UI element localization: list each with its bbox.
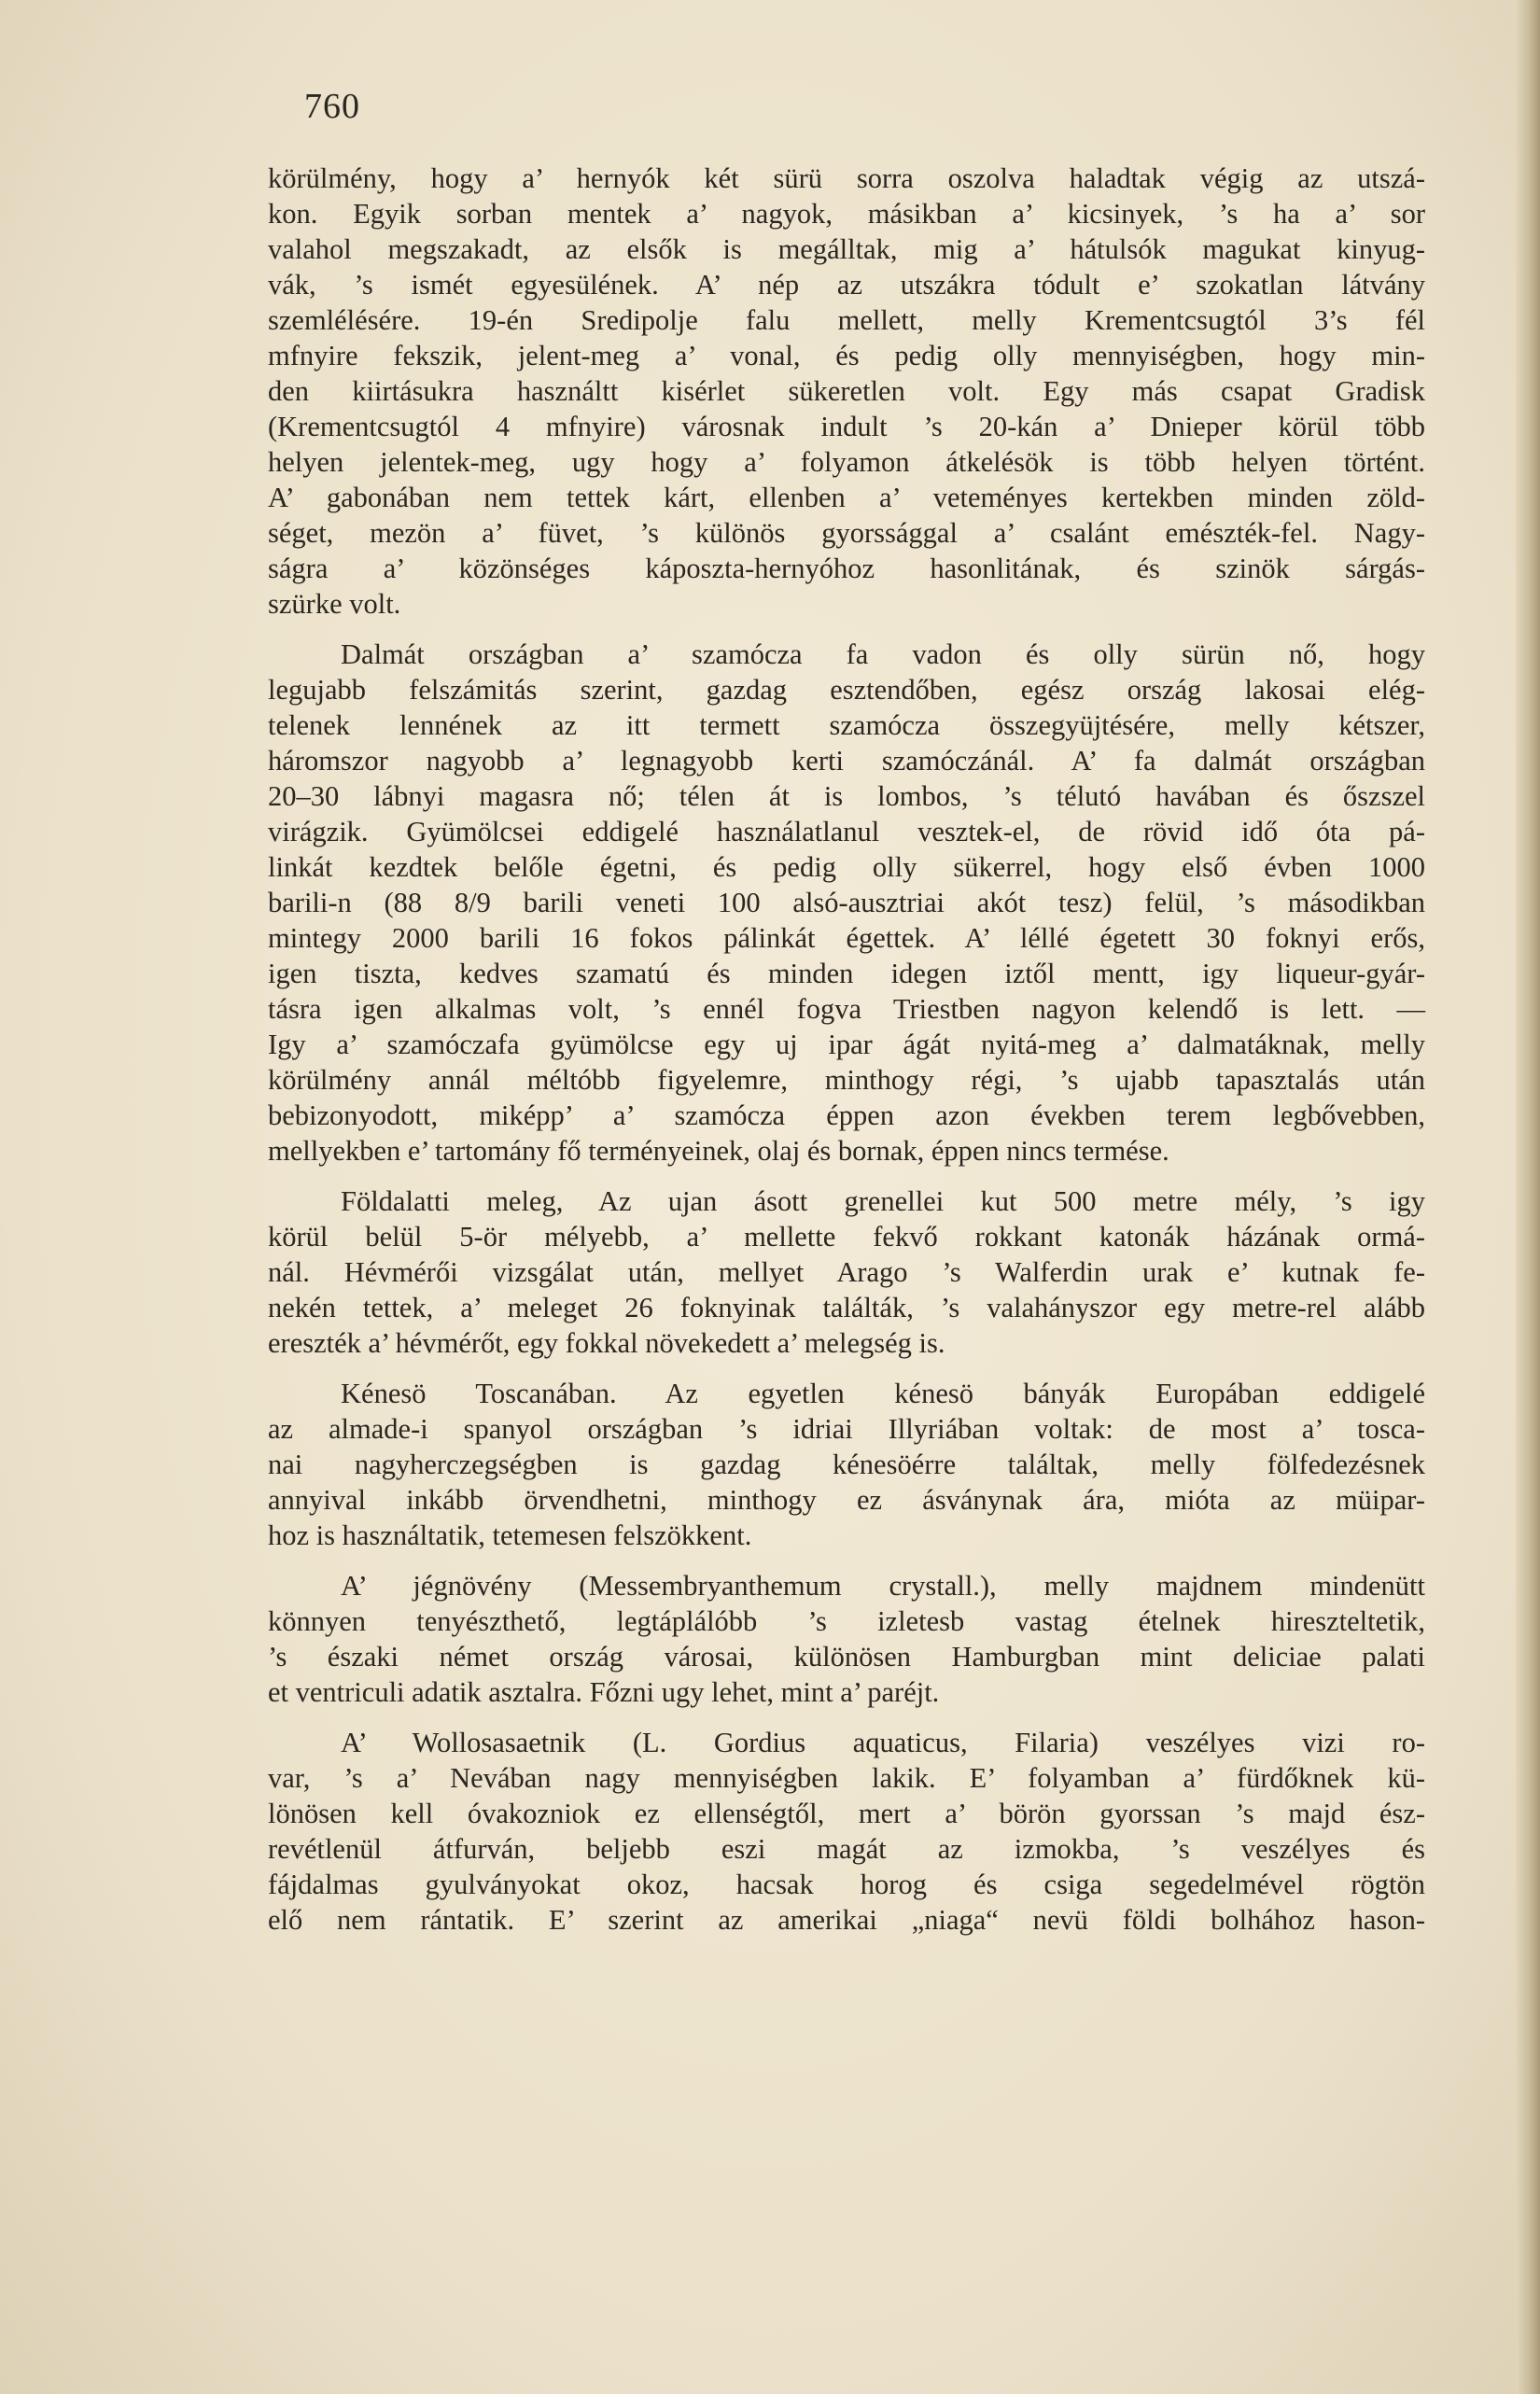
paragraph-szamocza xyxy=(268,637,1425,1169)
paragraph-jegnoveny xyxy=(268,1568,1425,1710)
text-line: ereszték a’ hévmérőt, egy fokkal növekedett a’ melegség is. xyxy=(268,1327,945,1359)
text-line: bebizonyodott, miképp’ a’ szamócza éppen azon években terem legbővebben, xyxy=(268,1099,1425,1131)
text-line: nál. Hévmérői vizsgálat után, mellyet Arago ’s Walferdin urak e’ kutnak fe- xyxy=(268,1256,1425,1288)
page-spine-shadow xyxy=(1516,0,1540,2394)
text-line: séget, mezön a’ füvet, ’s különös gyorssággal a’ csalánt emészték-fel. Nagy- xyxy=(268,517,1425,549)
paragraph-foldalatti-meleg xyxy=(268,1183,1425,1361)
text-line: Dalmát országban a’ szamócza fa vadon és olly sürün nő, hogy xyxy=(341,638,1425,670)
body-text xyxy=(268,161,1425,1938)
text-line: 20–30 lábnyi magasra nő; télen át is lombos, ’s télutó havában és őszszel xyxy=(268,780,1425,812)
text-line: Igy a’ szamóczafa gyümölcse egy uj ipar ágát nyitá-meg a’ dalmatáknak, melly xyxy=(268,1029,1425,1060)
text-line: nekén tettek, a’ meleget 26 foknyinak találták, ’s valahányszor egy metre-rel alább xyxy=(268,1292,1425,1323)
text-line: szemlélésére. 19-én Sredipolje falu mellett, melly Krementcsugtól 3’s fél xyxy=(268,304,1425,336)
text-line: legujabb felszámitás szerint, gazdag esztendőben, egész ország lakosai elég- xyxy=(268,674,1425,706)
text-line: virágzik. Gyümölcsei eddigelé használatlanul vesztek-el, de rövid idő óta pá- xyxy=(268,816,1425,847)
text-line: mfnyire fekszik, jelent-meg a’ vonal, és pedig olly mennyiségben, hogy min- xyxy=(268,340,1425,371)
text-line: et ventriculi adatik asztalra. Főzni ugy lehet, mint a’ paréjt. xyxy=(268,1676,940,1708)
paragraph-hernyok xyxy=(268,161,1425,622)
text-line: Földalatti meleg, Az ujan ásott grenellei kut 500 metre mély, ’s igy xyxy=(341,1185,1425,1217)
page-number: 760 xyxy=(304,87,360,126)
text-line: az almade-i spanyol országban ’s idriai Illyriában voltak: de most a’ tosca- xyxy=(268,1413,1425,1445)
text-line: körülmény annál méltóbb figyelemre, minthogy régi, ’s ujabb tapasztalás után xyxy=(268,1064,1425,1096)
text-line: körül belül 5-ör mélyebb, a’ mellette fekvő rokkant katonák házának ormá- xyxy=(268,1221,1425,1253)
text-line: nai nagyherczegségben is gazdag kénesöérre találtak, melly fölfedezésnek xyxy=(268,1449,1425,1480)
paragraph-keneso xyxy=(268,1376,1425,1553)
text-line: szürke volt. xyxy=(268,588,401,620)
text-line: A’ Wollosasaetnik (L. Gordius aquaticus, Filaria) veszélyes vizi ro- xyxy=(341,1727,1425,1758)
text-line: (Krementcsugtól 4 mfnyire) városnak indult ’s 20-kán a’ Dnieper körül több xyxy=(268,411,1425,442)
text-line: A’ gabonában nem tettek kárt, ellenben a’ veteményes kertekben minden zöld- xyxy=(268,482,1425,513)
text-line: körülmény, hogy a’ hernyók két sürü sorra oszolva haladtak végig az utszá- xyxy=(268,162,1425,194)
text-line: annyival inkább örvendhetni, minthogy ez ásványnak ára, mióta az müipar- xyxy=(268,1484,1425,1516)
text-line: linkát kezdtek belőle égetni, és pedig olly sükerrel, hogy első évben 1000 xyxy=(268,851,1425,883)
text-line: helyen jelentek-meg, ugy hogy a’ folyamon átkelésök is több helyen történt. xyxy=(268,446,1425,478)
text-line: telenek lennének az itt termett szamócza összegyüjtésére, melly kétszer, xyxy=(268,709,1425,741)
text-line: háromszor nagyobb a’ legnagyobb kerti szamóczánál. A’ fa dalmát országban xyxy=(268,745,1425,777)
text-line: hoz is használtatik, tetemesen felszökkent. xyxy=(268,1519,752,1551)
paragraph-wollosasaetnik xyxy=(268,1725,1425,1938)
text-line: var, ’s a’ Nevában nagy mennyiségben lakik. E’ folyamban a’ fürdőknek kü- xyxy=(268,1762,1425,1794)
text-line: barili-n (88 8/9 barili veneti 100 alsó-ausztriai akót tesz) felül, ’s másodikban xyxy=(268,887,1425,918)
text-line: valahol megszakadt, az elsők is megálltak, mig a’ hátulsók magukat kinyug- xyxy=(268,233,1425,265)
text-line: ’s északi német ország városai, különösen Hamburgban mint deliciae palati xyxy=(268,1641,1425,1673)
text-line: elő nem rántatik. E’ szerint az amerikai „niaga“ nevü földi bolhához hason- xyxy=(268,1904,1425,1936)
text-line: revétlenül átfurván, beljebb eszi magát az izmokba, ’s veszélyes és xyxy=(268,1833,1425,1865)
text-line: mintegy 2000 barili 16 fokos pálinkát égettek. A’ léllé égetett 30 foknyi erős, xyxy=(268,922,1425,954)
text-line: lönösen kell óvakozniok ez ellenségtől, mert a’ börön gyorssan ’s majd ész- xyxy=(268,1798,1425,1829)
text-line: Kénesö Toscanában. Az egyetlen kénesö bányák Europában eddigelé xyxy=(341,1378,1425,1409)
text-line: igen tiszta, kedves szamatú és minden idegen iztől mentt, igy liqueur-gyár- xyxy=(268,958,1425,989)
text-line: den kiirtásukra használtt kisérlet sükeretlen volt. Egy más csapat Gradisk xyxy=(268,375,1425,407)
text-line: könnyen tenyészthető, legtáplálóbb ’s izletesb vastag ételnek hireszteltetik, xyxy=(268,1605,1425,1637)
text-line: ságra a’ közönséges káposzta-hernyóhoz hasonlitának, és szinök sárgás- xyxy=(268,553,1425,584)
text-line: vák, ’s ismét egyesülének. A’ nép az utszákra tódult e’ szokatlan látvány xyxy=(268,269,1425,301)
text-line: kon. Egyik sorban mentek a’ nagyok, másikban a’ kicsinyek, ’s ha a’ sor xyxy=(268,198,1425,230)
text-line: mellyekben e’ tartomány fő terményeinek, olaj és bornak, éppen nincs termése. xyxy=(268,1135,1169,1167)
text-line: fájdalmas gyulványokat okoz, hacsak horog és csiga segedelmével rögtön xyxy=(268,1869,1425,1900)
text-line: A’ jégnövény (Messembryanthemum crystall.), melly majdnem mindenütt xyxy=(341,1570,1425,1602)
text-line: tásra igen alkalmas volt, ’s ennél fogva Triestben nagyon kelendő is lett. — xyxy=(268,993,1425,1025)
